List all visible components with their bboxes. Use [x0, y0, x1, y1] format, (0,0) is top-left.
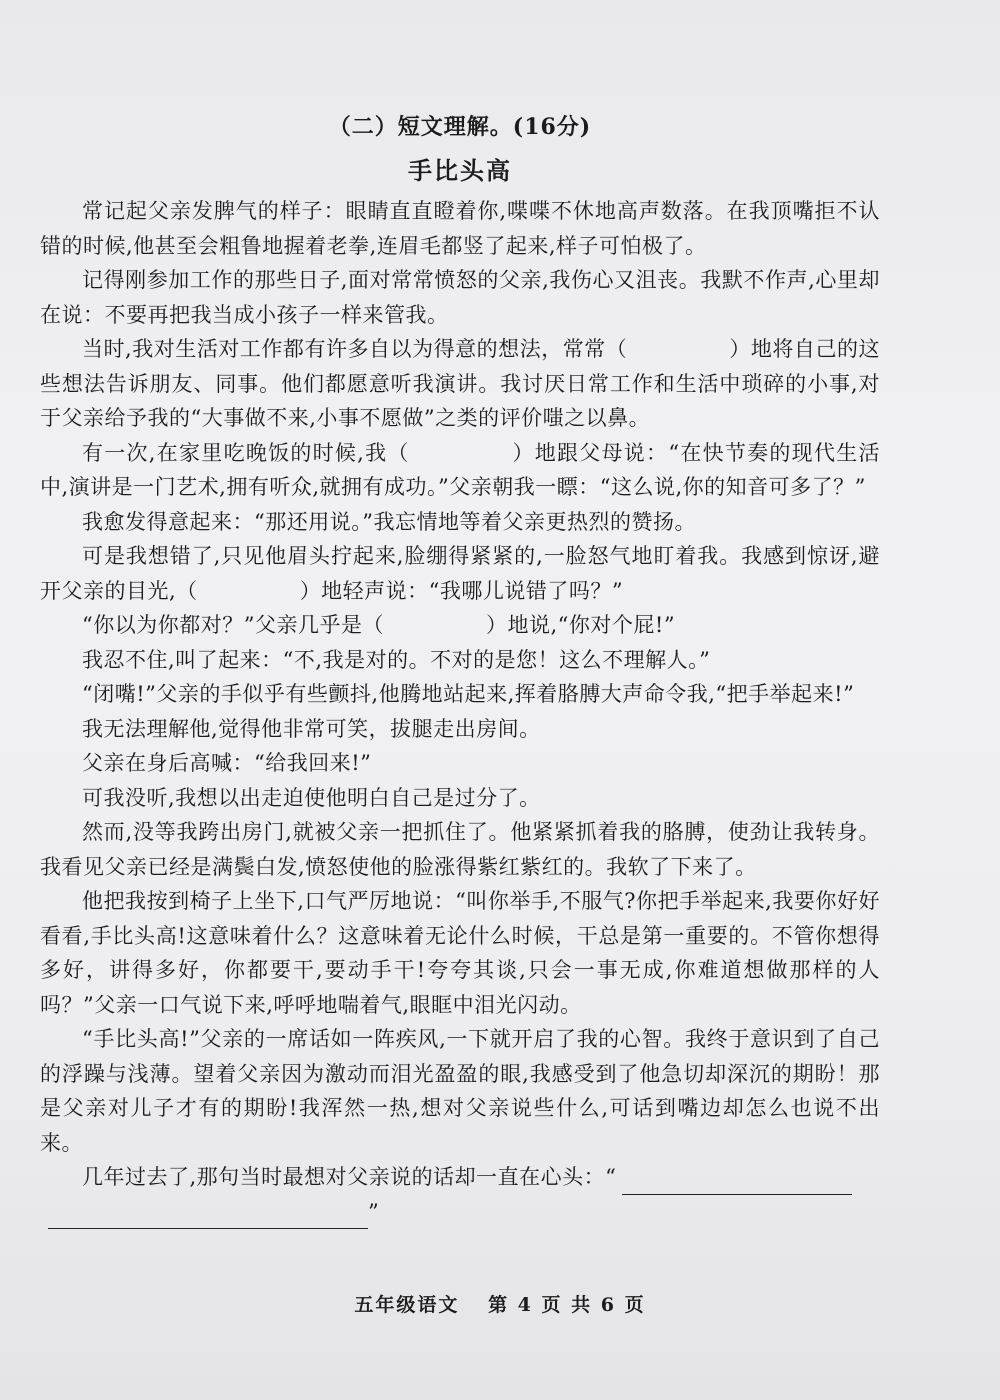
section-heading: （二）短文理解。(16分) [328, 114, 592, 140]
paragraph-7-after: ）地说,“你对个屁!” [485, 613, 676, 637]
page-footer [0, 1290, 1000, 1317]
footer-page-number: 第 4 页 共 6 页 [488, 1294, 646, 1316]
paragraph-1: 常记起父亲发脾气的样子：眼睛直直瞪着你,喋喋不休地高声数落。在我顶嘴拒不认错的时候,他甚至会粗鲁地握着老拳,连眉毛都竖了起来,样子可怕极了。 [40, 199, 880, 258]
paragraph-5: 我愈发得意起来：“那还用说。”我忘情地等着父亲更热烈的赞扬。 [82, 509, 696, 534]
final-before: 几年过去了,那句当时最想对父亲说的话却一直在心头：“ [82, 1165, 617, 1189]
paragraph-3 [40, 332, 880, 436]
paragraph-9: “闭嘴!”父亲的手似乎有些颤抖,他腾地站起来,挥着胳膊大声命令我,“把手举起来!” [82, 682, 855, 706]
paragraph-12: 可我没听,我想以出走迫使他明白自己是过分了。 [82, 785, 541, 810]
paragraph-6-after: ）地轻声说：“我哪儿说错了吗？” [299, 578, 624, 603]
paragraph-4-after: ）地跟父母说：“在快节奏的现代生活中,演讲是一门艺术,拥有听众,就拥有成功。”父亲朝我一瞟：“这么说,你的知音可多了？” [40, 440, 880, 499]
exam-page [40, 110, 880, 1229]
answer-line-1[interactable] [622, 1172, 852, 1195]
paragraph-13: 然而,没等我跨出房门,就被父亲一把抓住了。他紧紧抓着我的胳膊，使劲让我转身。我看见父亲已经是满鬓白发,愤怒使他的脸涨得紫红紫红的。我软了下来了。 [40, 820, 880, 879]
paragraph-10: 我无法理解他,觉得他非常可笑，拔腿走出房间。 [82, 716, 541, 741]
paragraph-final [40, 1160, 880, 1229]
paragraph-8: 我忍不住,叫了起来：“不,我是对的。不对的是您！这么不理解人。” [82, 647, 711, 672]
footer-grade: 五年级语文 [354, 1294, 460, 1316]
paragraph-11: 父亲在身后高喊：“给我回来!” [82, 751, 372, 775]
paragraph-15: “手比头高!”父亲的一席话如一阵疾风,一下就开启了我的心智。我终于意识到了自己的浮躁与浅薄。望着父亲因为激动而泪光盈盈的眼,我感受到了他急切却深沉的期盼！那是父亲对儿子才有的期盼!我浑然一热,想对父亲说些什么,可话到嘴边却怎么也说不出来。 [40, 1027, 880, 1155]
paragraph-2: 记得刚参加工作的那些日子,面对常常愤怒的父亲,我伤心又沮丧。我默不作声,心里却在说：不要再把我当成小孩子一样来管我。 [40, 268, 880, 327]
paragraph-3-before: 当时,我对生活对工作都有许多自以为得意的想法，常常（ [82, 337, 628, 361]
paragraph-6 [40, 539, 880, 608]
final-after: ” [368, 1199, 380, 1224]
paragraph-7 [40, 608, 880, 643]
paragraph-6-before: 可是我想错了,只见他眉头拧起来,脸绷得紧紧的,一脸怒气地盯着我。我感到惊讶,避开父亲的目光,（ [40, 544, 880, 603]
answer-line-2[interactable] [48, 1206, 368, 1229]
paragraph-7-before: “你以为你都对？”父亲几乎是（ [82, 613, 384, 637]
paragraph-4 [40, 436, 880, 505]
article-title: 手比头高 [408, 156, 512, 185]
paragraph-14: 他把我按到椅子上坐下,口气严厉地说：“叫你举手,不服气?你把手举起来,我要你好好看看,手比头高!这意味着什么？这意味着无论什么时候，干总是第一重要的。不管你想得多好，讲得多好，你都要干,要动手干!夸夸其谈,只会一事无成,你难道想做那样的人吗？”父亲一口气说下来,呼呼地喘着气,眼眶中泪光闪动。 [40, 889, 880, 1017]
paragraph-3-after: ）地将自己的这些想法告诉朋友、同事。他们都愿意听我演讲。我讨厌日常工作和生活中琐碎的小事,对于父亲给予我的“大事做不来,小事不愿做”之类的评价嗤之以鼻。 [40, 337, 881, 430]
paragraph-4-before: 有一次,在家里吃晚饭的时候,我（ [82, 440, 410, 465]
